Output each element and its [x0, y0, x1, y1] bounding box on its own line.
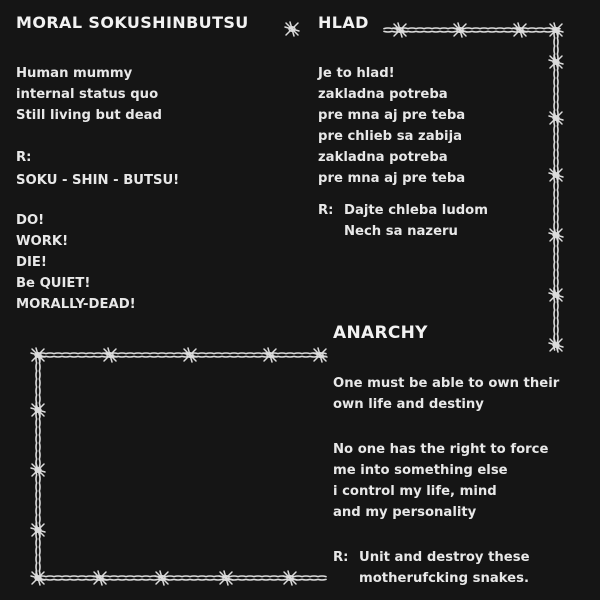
- barb-knot: [549, 338, 563, 352]
- wire-strand: [384, 28, 560, 29]
- shout-line: MORALLY-DEAD!: [16, 297, 136, 312]
- barb-knot: [549, 23, 563, 37]
- wire-strand: [384, 31, 560, 32]
- lyric-line: me into something else: [333, 463, 508, 478]
- lyric-line: zakladna potreba: [318, 150, 448, 165]
- shout-line: DO!: [16, 213, 45, 228]
- barb-knot: [31, 523, 45, 537]
- refrain-mark: R:: [333, 550, 349, 565]
- refrain-line: Dajte chleba ludom: [344, 203, 488, 218]
- refrain-line: Nech sa nazeru: [344, 224, 458, 239]
- barb-knot: [183, 348, 197, 362]
- barb-knot: [283, 571, 297, 585]
- lyric-line: pre mna aj pre teba: [318, 171, 466, 186]
- lyric-line: Je to hlad!: [318, 66, 395, 81]
- barb-knot: [31, 348, 45, 362]
- song-title-hlad: HLAD: [318, 13, 369, 32]
- lyric-line: zakladna potreba: [318, 87, 448, 102]
- lyric-line: pre chlieb sa zabija: [318, 129, 462, 144]
- barb-knot: [219, 571, 233, 585]
- barb-knot: [103, 348, 117, 362]
- wire-strand: [38, 353, 326, 354]
- lyric-line: i control my life, mind: [333, 484, 497, 499]
- barb-knot: [285, 22, 299, 36]
- lyric-line: and my personality: [333, 505, 477, 520]
- refrain-mark: R:: [318, 203, 334, 218]
- wire-strand: [38, 579, 326, 580]
- barb-knot: [313, 348, 327, 362]
- refrain-mark: R:: [16, 150, 32, 165]
- refrain-line: motherufcking snakes.: [359, 571, 529, 586]
- barb-knot: [263, 348, 277, 362]
- barb-knot: [513, 23, 527, 37]
- song-title-moral-sokushinbutsu: MORAL SOKUSHINBUTSU: [16, 13, 249, 32]
- barb-knot: [93, 571, 107, 585]
- barb-knot: [549, 228, 563, 242]
- barb-knot: [31, 403, 45, 417]
- song-title-anarchy: ANARCHY: [333, 323, 428, 343]
- barb-knot: [393, 23, 407, 37]
- lyric-line: No one has the right to force: [333, 442, 549, 457]
- lyric-line: internal status quo: [16, 87, 159, 102]
- lyric-line: One must be able to own their: [333, 376, 560, 391]
- barb-knot: [155, 571, 169, 585]
- barb-knot: [549, 288, 563, 302]
- barb-knot: [549, 55, 563, 69]
- lyric-line: own life and destiny: [333, 397, 484, 412]
- lyric-line: pre mna aj pre teba: [318, 108, 466, 123]
- shout-line: Be QUIET!: [16, 276, 91, 291]
- barb-knot: [453, 23, 467, 37]
- wire-strand: [554, 30, 555, 350]
- shout-line: WORK!: [16, 234, 69, 249]
- shout-line: DIE!: [16, 255, 47, 270]
- refrain-line: SOKU - SHIN - BUTSU!: [16, 173, 180, 188]
- lyric-line: Still living but dead: [16, 108, 162, 123]
- barb-knot: [31, 463, 45, 477]
- wire-strand: [38, 356, 326, 357]
- barb-knot: [31, 571, 45, 585]
- lyric-line: Human mummy: [16, 66, 133, 81]
- refrain-line: Unit and destroy these: [359, 550, 530, 565]
- barb-knot: [549, 168, 563, 182]
- barb-knot: [549, 111, 563, 125]
- wire-strand: [39, 355, 40, 579]
